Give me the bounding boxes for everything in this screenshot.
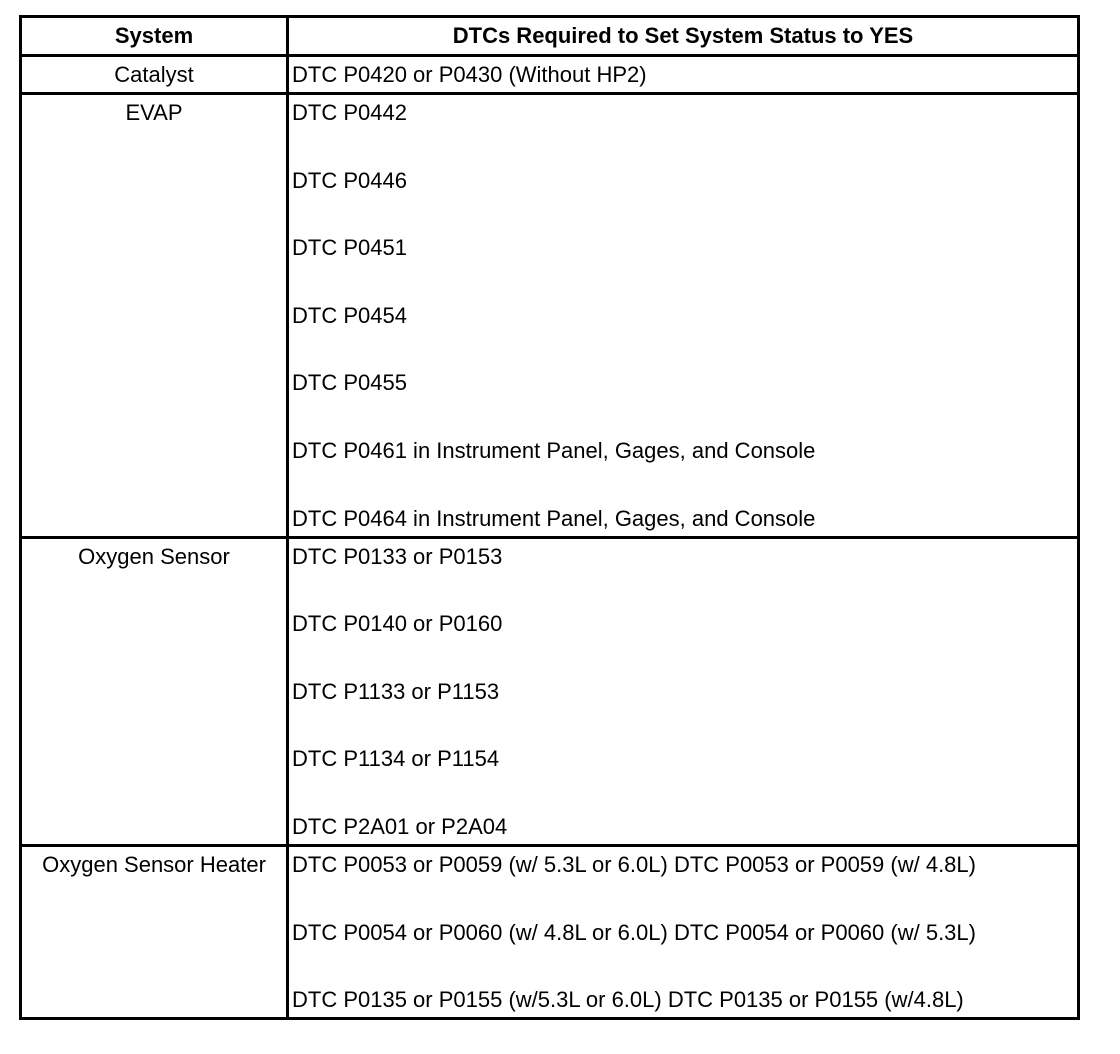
header-system: System bbox=[21, 17, 288, 56]
dtc-entry: DTC P0446 bbox=[292, 167, 407, 193]
dtc-entry: DTC P0442 bbox=[292, 100, 407, 125]
table-row bbox=[21, 537, 1079, 845]
system-name: Oxygen Sensor bbox=[78, 543, 230, 569]
system-cell bbox=[21, 94, 288, 538]
dtc-entry: DTC P0464 in Instrument Panel, Gages, and Console bbox=[292, 505, 816, 531]
dtc-list-cell bbox=[288, 56, 1079, 94]
dtc-entry: DTC P2A01 or P2A04 bbox=[292, 813, 508, 839]
dtc-list-cell bbox=[288, 94, 1079, 538]
system-name: Catalyst bbox=[114, 62, 194, 87]
dtc-list-cell bbox=[288, 537, 1079, 845]
system-name: EVAP bbox=[125, 100, 183, 125]
table-row bbox=[21, 845, 1079, 1018]
table-header-row bbox=[21, 17, 1079, 56]
system-name: Oxygen Sensor Heater bbox=[42, 851, 266, 877]
dtc-entry: DTC P1134 or P1154 bbox=[292, 746, 500, 772]
table-body bbox=[21, 56, 1079, 1019]
dtc-entry: DTC P0140 or P0160 bbox=[292, 611, 503, 637]
system-cell bbox=[21, 537, 288, 845]
dtc-entry: DTC P1133 or P1153 bbox=[292, 678, 500, 704]
dtc-system-status-table bbox=[19, 15, 1080, 1020]
table-row bbox=[21, 56, 1079, 94]
dtc-entry: DTC P0133 or P0153 bbox=[292, 543, 503, 569]
dtc-entry: DTC P0420 or P0430 (Without HP2) bbox=[292, 62, 647, 87]
dtc-entry: DTC P0135 or P0155 (w/5.3L or 6.0L) DTC P0135 or P0155 (w/4.8L) bbox=[292, 987, 964, 1013]
header-dtcs: DTCs Required to Set System Status to YES bbox=[288, 17, 1079, 56]
system-cell bbox=[21, 56, 288, 94]
dtc-entry: DTC P0461 in Instrument Panel, Gages, and Console bbox=[292, 437, 816, 463]
system-cell bbox=[21, 845, 288, 1018]
dtc-entry: DTC P0053 or P0059 (w/ 5.3L or 6.0L) DTC P0053 or P0059 (w/ 4.8L) bbox=[292, 851, 976, 877]
dtc-entry: DTC P0454 bbox=[292, 302, 407, 328]
dtc-entry: DTC P0451 bbox=[292, 235, 407, 261]
table-row bbox=[21, 94, 1079, 538]
dtc-list-cell bbox=[288, 845, 1079, 1018]
dtc-entry: DTC P0455 bbox=[292, 370, 407, 396]
dtc-entry: DTC P0054 or P0060 (w/ 4.8L or 6.0L) DTC P0054 or P0060 (w/ 5.3L) bbox=[292, 919, 976, 945]
